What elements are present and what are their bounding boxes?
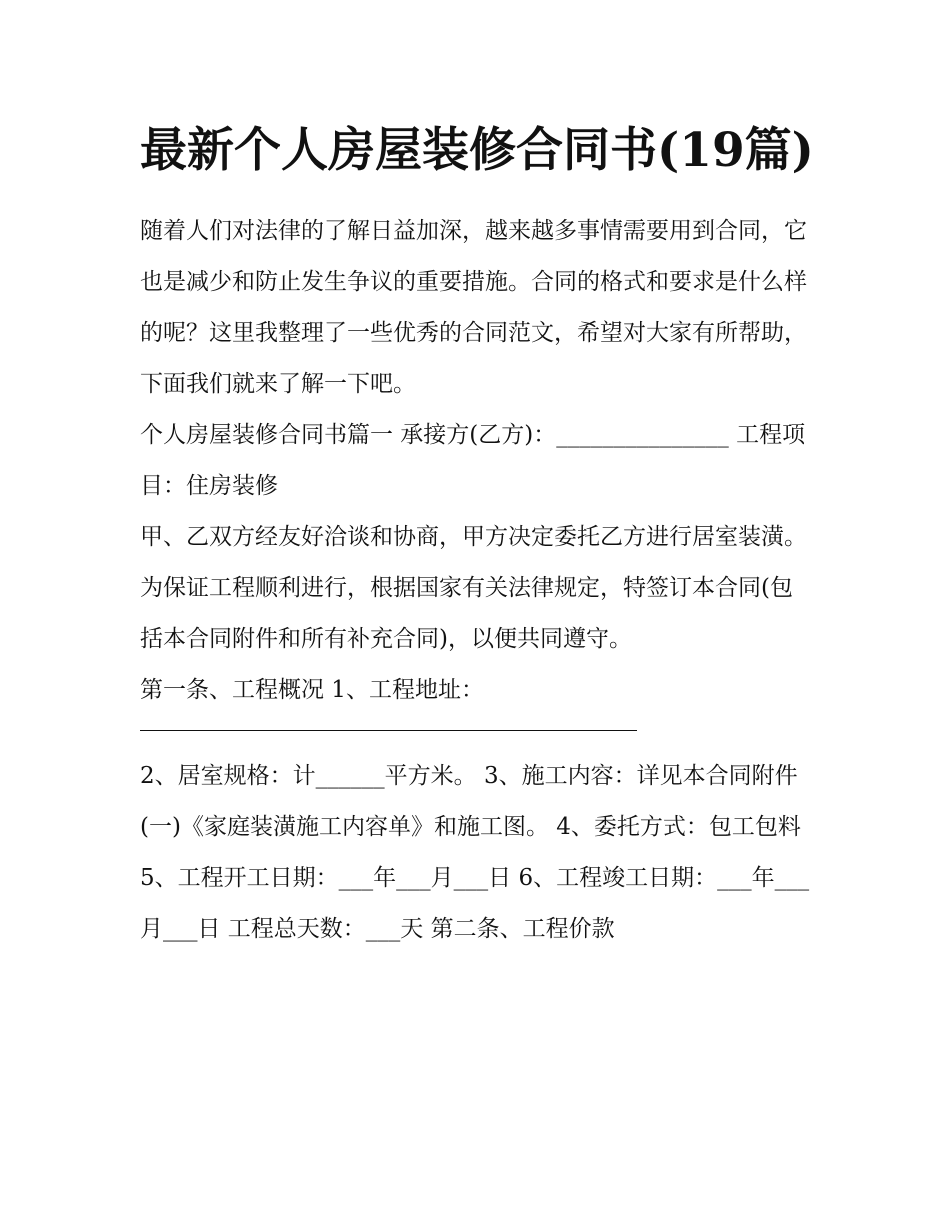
agreement-paragraph: 甲、乙双方经友好洽谈和协商，甲方决定委托乙方进行居室装潢。为保证工程顺利进行，根据国家有关法律规定，特签订本合同(包括本合同附件和所有补充合同)，以便共同遵守。 xyxy=(140,524,807,652)
intro-paragraph: 随着人们对法律的了解日益加深，越来越多事情需要用到合同，它也是减少和防止发生争议的重要措施。合同的格式和要求是什么样的呢？这里我整理了一些优秀的合同范文，希望对大家有所帮助，下面我们就来了解一下吧。 xyxy=(140,218,807,397)
document-title: 最新个人房屋装修合同书(19篇) xyxy=(140,123,814,178)
contract-header-paragraph: 个人房屋装修合同书篇一 承接方(乙方)：_______________ 工程项目：住房装修 xyxy=(140,422,806,499)
address-blank-line xyxy=(140,730,637,731)
document-page xyxy=(140,112,815,955)
article-one-paragraph: 第一条、工程概况 1、工程地址： xyxy=(140,677,484,703)
schedule-paragraph: 5、工程开工日期：___年___月___日 6、工程竣工日期：___年___月___日 工程总天数：___天 第二条、工程价款 xyxy=(140,865,810,942)
room-spec-paragraph: 2、居室规格：计______平方米。 3、施工内容：详见本合同附件(一)《家庭装潢施工内容单》和施工图。 4、委托方式：包工包料 xyxy=(140,763,801,840)
